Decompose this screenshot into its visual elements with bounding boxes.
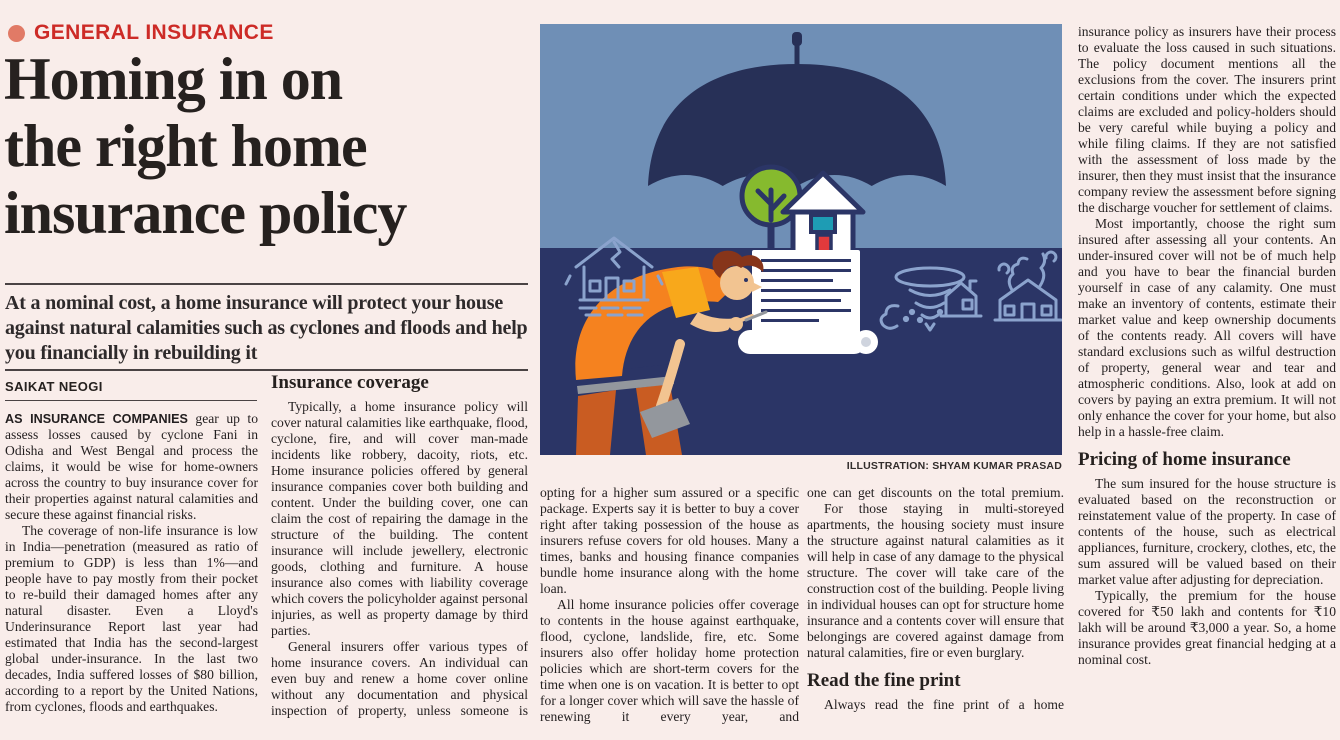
section-kicker xyxy=(8,21,274,45)
body-column-2 xyxy=(271,372,528,738)
paragraph: Most importantly, choose the right sum insured after assessing all your contents. An under-insured cover will not be of much help and you have to bear the financial burden yourself in case of any calamity. One must make an inventory of contents, estimate their market value and keep ownership documents of the contents ready. All covers will have standard exclusions such as wilful destruction of property, general wear and tear and atmospheric conditions. Also, look at add on covers by paying an extra premium. It will not only enhance the cover for your home, but also help in a hassle-free claim. xyxy=(1078,216,1336,439)
paragraph: General insurers offer various types of home insurance covers. An individual can even buy and renew a home cover online without any documentation and physical inspection of property, unless someone is xyxy=(271,639,528,718)
paragraph: The coverage of non-life insurance is low in India—penetration (measured as ratio of premium to GDP) is less than 1%—and people have to pay mostly from their pocket to re-build their damaged homes after any natural disaster. Even a Lloyd's Underinsurance Report last year had estimated that India has the second-largest global under-insurance. In the last two decades, India suffered losses of $80 billion, according to a report by the United Nations, from cyclones, floods and earthquakes. xyxy=(5,523,258,714)
subheading-insurance-coverage: Insurance coverage xyxy=(271,372,429,393)
headline-line: Homing in on xyxy=(4,46,343,112)
divider-rule xyxy=(5,369,528,371)
lead-in-text: AS INSURANCE COMPANIES xyxy=(5,412,188,426)
body-column-3 xyxy=(540,485,799,738)
body-column-4 xyxy=(807,485,1064,738)
divider-rule xyxy=(5,283,528,285)
article-headline xyxy=(4,46,534,247)
illustration-credit: ILLUSTRATION: SHYAM KUMAR PRASAD xyxy=(846,460,1062,472)
paragraph xyxy=(5,411,258,523)
paragraph: insurance policy as insurers have their process to evaluate the loss caused in such situations. The policy document mentions all the exclusions from the cover. The insurers print certain conditions under which the expected claims are excluded and policy-holders should be very careful while buying a policy and while filing claims. If they are not satisfied with the assessment of loss made by the insurer, then they must insist that the insurance company review the assessment before signing the discharge voucher for settlement of claims. xyxy=(1078,24,1336,215)
paragraph: All home insurance policies offer coverage to contents in the house against earthquake, flood, cyclone, landslide, fire, etc. Some insurers also offer holiday home protection policies which are short-term covers for the time when one is on vacation. It is better to opt for a longer cover which will save the hassle of renewing it every year, and xyxy=(540,597,799,724)
paragraph: Always read the fine print of a home xyxy=(824,697,1064,712)
paragraph: one can get discounts on the total premium. xyxy=(807,485,1064,500)
paragraph: The sum insured for the house structure is evaluated based on the reconstruction or reinstatement value of the property. In case of contents of the house, such as electrical appliances, furniture, crockery, clothes, etc, the sum assured will be valued based on their market value after adjusting for depreciation. xyxy=(1078,476,1336,587)
section-label: GENERAL INSURANCE xyxy=(34,21,274,44)
home-insurance-illustration xyxy=(540,24,1062,455)
byline: SAIKAT NEOGI xyxy=(5,379,103,394)
paragraph-text: gear up to assess losses caused by cyclone Fani in Odisha and West Bengal and process the claims, it would be wise for home-owners across the country to buy insurance cover for their properties against natural calamities and secure these against financial risks. xyxy=(5,411,258,522)
paragraph: Typically, the premium for the house covered for ₹50 lakh and contents for ₹10 lakh will be around ₹3,000 a year. So, a home insurance provides great financial hedging at a nominal cost. xyxy=(1078,588,1336,667)
body-column-1 xyxy=(5,411,258,738)
subheading-read-the-fine-print: Read the fine print xyxy=(807,670,961,691)
headline-line: the right home xyxy=(4,113,367,179)
subheading-pricing-of-home-insurance: Pricing of home insurance xyxy=(1078,449,1291,470)
paragraph: opting for a higher sum assured or a specific package. Experts say it is better to buy a cover right after taking possession of the house as insurers refuse covers for old houses. Many a times, banks and housing finance companies bundle home insurance along with the home loan. xyxy=(540,485,799,596)
body-column-5 xyxy=(1078,24,1336,738)
byline-rule xyxy=(5,400,257,401)
headline-line: insurance policy xyxy=(4,180,407,246)
section-bullet-icon xyxy=(8,25,25,42)
standfirst: At a nominal cost, a home insurance will protect your house against natural calamities such as cyclones and floods and help you financially in rebuilding it xyxy=(5,292,528,364)
paragraph: Typically, a home insurance policy will cover natural calamities like earthquake, flood, cyclone, fire, and will cover man-made incidents like robbery, dacoity, riots, etc. Home insurance policies offered by general insurance companies cover both building and content. Under the building cover, one can claim the cost of repairing the damage in the structure of the building. The content insurance will include jewellery, electronic goods, clothing and furniture. A house insurance also comes with liability coverage which covers the policyholder against personal injuries, as well as property damage by third parties. xyxy=(271,399,528,638)
paragraph: For those staying in multi-storeyed apartments, the housing society must insure the structure against natural calamities as it will help in case of any damage to the physical structure. The cover will take care of the construction cost of the building. People living in individual houses can opt for structure home insurance and a contents cover will ensure that belongings are covered against damage from natural calamities, fire or even burglary. xyxy=(807,501,1064,660)
